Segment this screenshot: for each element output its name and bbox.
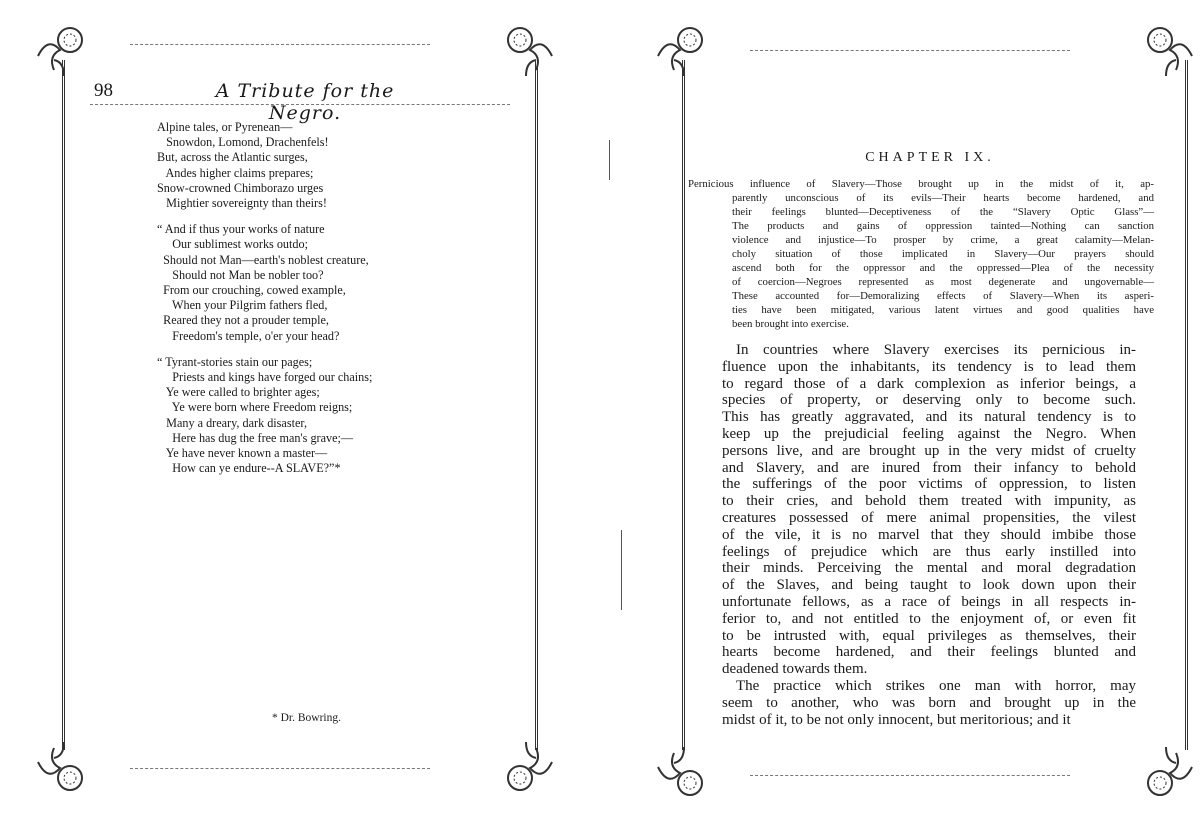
running-title: A Tribute for the Negro. [215,80,395,124]
poem-line: Here has dug the free man's grave;— [157,430,354,445]
body-line: of the vile, it is no marvel that they should imbibe those [722,526,1136,543]
corner-ornament-icon [1128,16,1200,88]
corner-ornament-icon [1128,735,1200,807]
corner-ornament-icon [650,16,722,88]
corner-ornament-icon [30,730,102,802]
poem-line: Snowdon, Lomond, Drachenfels! [157,135,329,150]
body-line: unfortunate fellows, as a race of beings in all respects in- [722,593,1136,610]
poem-stanza [157,355,372,477]
body-line: to regard those of a dark complexion as inferior beings, a [722,375,1136,392]
poem-line: Freedom's temple, o'er your head? [157,328,340,343]
poem-line: Alpine tales, or Pyrenean— [157,120,293,134]
body-line: and Slavery, and are inured from their infancy to behold [722,459,1136,476]
poem-line: From our crouching, cowed example, [157,283,346,298]
poem-line: Reared they not a prouder temple, [157,313,329,328]
poem-line: Should not Man be nobler too? [157,267,324,282]
page-number: 98 [94,80,113,101]
summary-line: parently unconscious of its evils—Their hearts become hardened, and [732,192,1154,204]
left-top-rule [130,44,430,45]
corner-ornament-icon [488,16,560,88]
summary-line: their feelings blunted—Deceptiveness of the “Slavery Optic Glass”— [732,206,1154,218]
corner-ornament-icon [30,16,102,88]
poem-line: But, across the Atlantic surges, [157,150,308,165]
body-line: hearts become hardened, and their feelings blunted and [722,644,1136,661]
body-line: to their cries, and behold them treated with impunity, as [722,493,1136,510]
right-top-rule [750,50,1070,51]
poem-line: Ye were called to brighter ages; [157,385,320,400]
poem-line: Many a dreary, dark disaster, [157,415,307,430]
body-line: their minds. Perceiving the mental and moral degradation [722,560,1136,577]
poem-line: Ye have never known a master— [157,446,328,461]
summary-line: Pernicious influence of Slavery—Those brought up in the midst of it, ap- [688,178,1154,190]
body-line: deadened towards them. [722,661,868,678]
summary-line: choly situation of those implicated in Slavery—Our prayers should [732,248,1154,260]
summary-line: violence and injustice—To prosper by crime, a great calamity—Melan- [732,234,1154,246]
summary-line: These accounted for—Demoralizing effects of Slavery—When its asperi- [732,290,1154,302]
poem-line: Our sublimest works outdo; [157,237,308,252]
poem-line: Should not Man—earth's noblest creature, [157,252,369,267]
poem-line: Ye were born where Freedom reigns; [157,400,353,415]
right-bottom-rule [750,775,1070,776]
poem [157,120,372,487]
left-bottom-rule [130,768,430,769]
body-line: of the Slaves, and being taught to look down upon their [722,577,1136,594]
poem-stanza [157,120,372,211]
summary-line: ascend both for the oppressor and the oppressed—Plea of the necessity [732,262,1154,274]
body-line: This has greatly aggravated, and its natural tendency is to [722,409,1136,426]
summary-line: been brought into exercise. [732,318,849,330]
body-line: the sufferings of the poor victims of oppression, to listen [722,476,1136,493]
poem-line: “ Tyrant-stories stain our pages; [157,354,313,369]
body-line: creatures possessed of mere animal propensities, the vilest [722,509,1136,526]
body-line: feelings of prejudice which are thus early instilled into [722,543,1136,560]
poem-stanza [157,222,372,344]
chapter-body [722,342,1136,728]
chapter-heading: CHAPTER IX. [865,150,995,165]
summary-line: The products and gains of oppression tainted—Nothing can sanction [732,220,1154,232]
poem-line: Priests and kings have forged our chains; [157,370,373,385]
poem-line: How can ye endure--A SLAVE?”* [157,461,341,476]
body-line: seem to another, who was born and brought up in the [722,694,1136,711]
body-line: In countries where Slavery exercises its pernicious in- [736,342,1136,358]
body-line: fluence upon the inhabitants, its tendency is to lead them [722,358,1136,375]
body-line: The practice which strikes one man with horror, may [736,677,1136,694]
footnote: * Dr. Bowring. [272,712,341,724]
corner-ornament-icon [650,735,722,807]
poem-line: When your Pilgrim fathers fled, [157,298,328,313]
poem-line: Mightier sovereignty than theirs! [157,196,327,211]
body-line: to be intrusted with, equal privileges as themselves, their [722,627,1136,644]
body-line: midst of it, to be not only innocent, but meritorious; and it [722,711,1071,728]
poem-line: Andes higher claims prepares; [157,165,314,180]
summary-line: of coercion—Negroes represented as most degenerate and ungovernable— [732,276,1154,288]
poem-line: “ And if thus your works of nature [157,222,325,237]
chapter-summary [688,177,1154,331]
body-line: ferior to, and not entitled to the enjoyment of, or even fit [722,610,1136,627]
corner-ornament-icon [488,730,560,802]
summary-line: ties have been mitigated, various latent virtues and good qualities have [732,304,1154,316]
poem-line: Snow-crowned Chimborazo urges [157,180,324,195]
body-line: keep up the prejudicial feeling against the Negro. When [722,425,1136,442]
body-line: species of property, or deserving only to become such. [722,392,1136,409]
body-line: persons live, and are brought up in the very midst of cruelty [722,442,1136,459]
